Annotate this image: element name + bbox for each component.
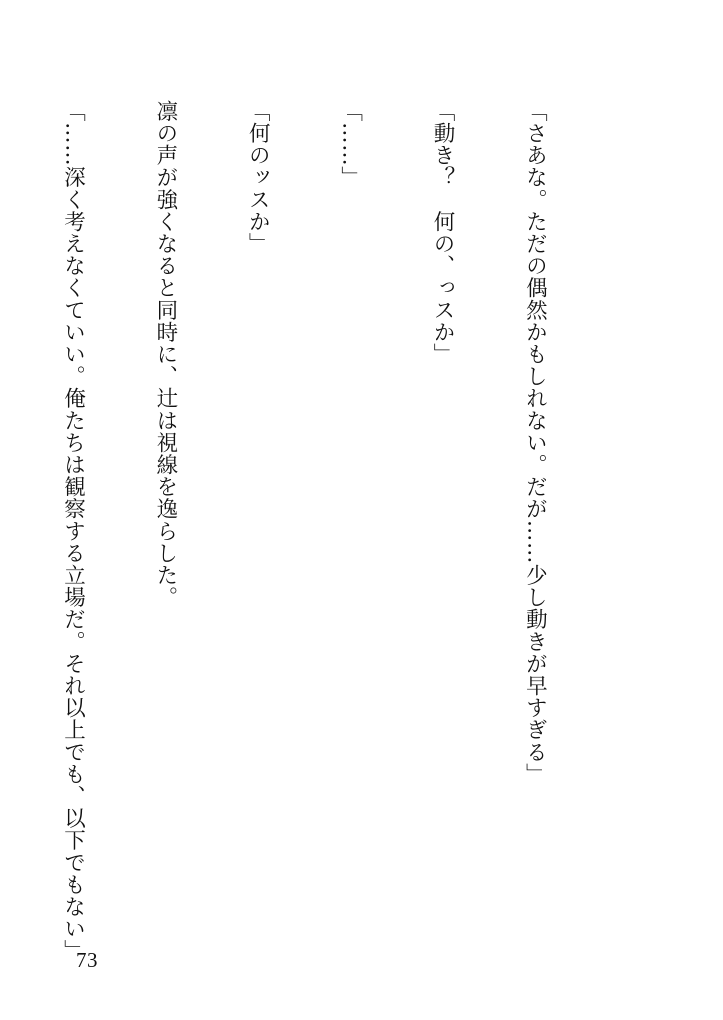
page-number: 73 xyxy=(76,948,98,972)
text-line: 「……」 xyxy=(337,100,363,189)
text-line: 「何のッスか」 xyxy=(245,100,271,255)
text-line: 「……深く考えなくていい。俺たちは観察する立場だ。それ以上でも、以下でもない」 xyxy=(60,100,86,962)
text-line: 「さあな。ただの偶然かもしれない。だが……少し動きが早すぎる」 xyxy=(522,100,548,786)
text-line: 凛の声が強くなると同時に、辻は視線を逸らした。 xyxy=(152,100,178,609)
text-line: 「動き？ 何の、っスか」 xyxy=(430,100,456,366)
